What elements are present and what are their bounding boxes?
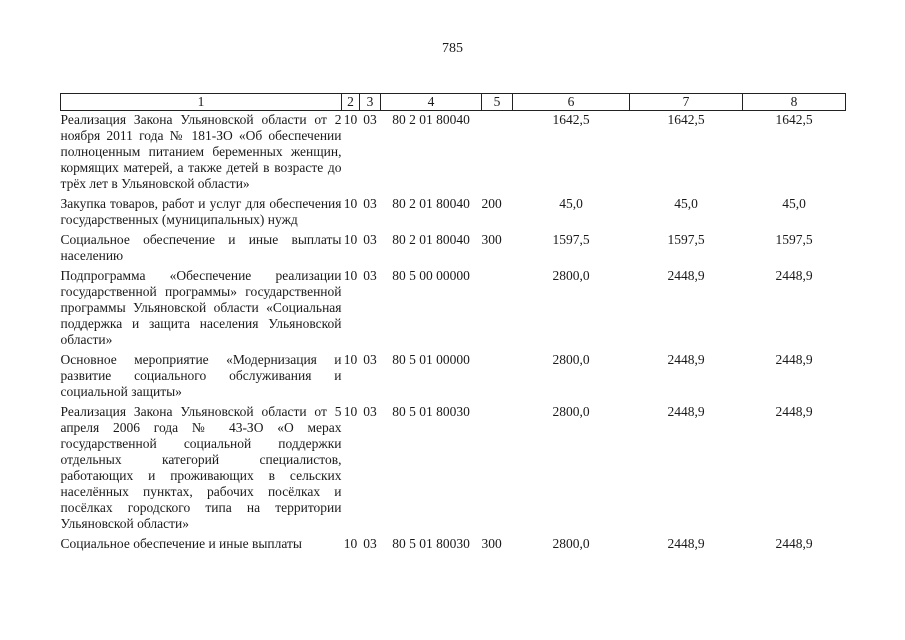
target-article-code: 80 5 01 80030 <box>392 536 470 551</box>
amount-col-8: 2448,9 <box>775 268 813 283</box>
target-article-code: 80 5 00 00000 <box>392 268 470 283</box>
section-code: 10 <box>343 232 358 247</box>
row-description: Реализация Закона Ульяновской области от 5 апреля 2006 года № 43-ЗО «О мерах государственной социальной поддержки отдельных категорий специалистов, работающих и проживающих в сельских населённых пунктах, рабочих посёлках и посёлках городского типа на территории Ульяновской области» <box>60 404 342 531</box>
subsection-code: 03 <box>363 112 377 127</box>
amount-col-7: 2448,9 <box>667 352 705 367</box>
amount-col-8: 1642,5 <box>775 112 813 127</box>
column-header: 1 <box>61 94 342 111</box>
section-code: 10 <box>343 112 358 127</box>
row-description: Социальное обеспечение и иные выплаты <box>60 536 302 551</box>
row-description: Социальное обеспечение и иные выплаты населению <box>60 232 342 263</box>
expense-type-code <box>482 267 513 351</box>
amount-col-6: 2800,0 <box>552 268 590 283</box>
subsection-code: 03 <box>363 536 377 551</box>
section-code: 10 <box>343 268 358 283</box>
amount-col-6: 2800,0 <box>552 536 590 551</box>
expense-type-code: 200 <box>481 196 502 211</box>
amount-col-6: 45,0 <box>559 196 583 211</box>
amount-col-8: 2448,9 <box>775 536 813 551</box>
table-row <box>61 231 846 267</box>
subsection-code: 03 <box>363 232 377 247</box>
amount-col-8: 2448,9 <box>775 352 813 367</box>
amount-col-8: 45,0 <box>782 196 806 211</box>
header-row <box>61 94 846 111</box>
target-article-code: 80 5 01 00000 <box>392 352 470 367</box>
expense-type-code <box>482 111 513 196</box>
column-header: 8 <box>743 94 846 111</box>
target-article-code: 80 5 01 80030 <box>392 404 470 419</box>
table-row <box>61 111 846 196</box>
table-row <box>61 351 846 403</box>
expense-type-code <box>482 403 513 535</box>
column-header: 7 <box>630 94 743 111</box>
table-row <box>61 403 846 535</box>
subsection-code: 03 <box>363 196 377 211</box>
amount-col-6: 2800,0 <box>552 352 590 367</box>
row-description: Основное мероприятие «Модернизация и развитие социального обслуживания и социальной защиты» <box>60 352 342 399</box>
target-article-code: 80 2 01 80040 <box>392 232 470 247</box>
amount-col-6: 1597,5 <box>552 232 590 247</box>
target-article-code: 80 2 01 80040 <box>392 112 470 127</box>
amount-col-6: 2800,0 <box>552 404 590 419</box>
row-description: Реализация Закона Ульяновской области от 2 ноября 2011 года № 181-ЗО «Об обеспечении полноценным питанием беременных женщин, кормящих матерей, а также детей в возрасте до трёх лет в Ульяновской области» <box>60 112 342 191</box>
row-description: Закупка товаров, работ и услуг для обеспечения государственных (муниципальных) нужд <box>60 196 342 227</box>
subsection-code: 03 <box>363 352 377 367</box>
amount-col-7: 2448,9 <box>667 536 705 551</box>
amount-col-7: 1642,5 <box>667 112 705 127</box>
amount-col-7: 2448,9 <box>667 404 705 419</box>
expense-type-code: 300 <box>481 232 502 247</box>
section-code: 10 <box>343 536 358 551</box>
amount-col-7: 1597,5 <box>667 232 705 247</box>
target-article-code: 80 2 01 80040 <box>392 196 470 211</box>
amount-col-8: 2448,9 <box>775 404 813 419</box>
column-header: 5 <box>482 94 513 111</box>
budget-table <box>60 93 846 555</box>
section-code: 10 <box>343 196 358 211</box>
section-code: 10 <box>343 352 358 367</box>
column-header: 2 <box>342 94 360 111</box>
column-header: 6 <box>513 94 630 111</box>
column-header: 4 <box>381 94 482 111</box>
section-code: 10 <box>343 404 358 419</box>
amount-col-6: 1642,5 <box>552 112 590 127</box>
row-description: Подпрограмма «Обеспечение реализации государственной программы» государственной программы Ульяновской области «Социальная поддержка и защита населения Ульяновской области» <box>60 268 342 347</box>
expense-type-code <box>482 351 513 403</box>
table-row <box>61 195 846 231</box>
table-row <box>61 535 846 555</box>
column-header: 3 <box>360 94 381 111</box>
amount-col-8: 1597,5 <box>775 232 813 247</box>
subsection-code: 03 <box>363 404 377 419</box>
amount-col-7: 2448,9 <box>667 268 705 283</box>
page-number: 785 <box>442 41 463 56</box>
subsection-code: 03 <box>363 268 377 283</box>
table-row <box>61 267 846 351</box>
expense-type-code: 300 <box>481 536 502 551</box>
amount-col-7: 45,0 <box>674 196 698 211</box>
